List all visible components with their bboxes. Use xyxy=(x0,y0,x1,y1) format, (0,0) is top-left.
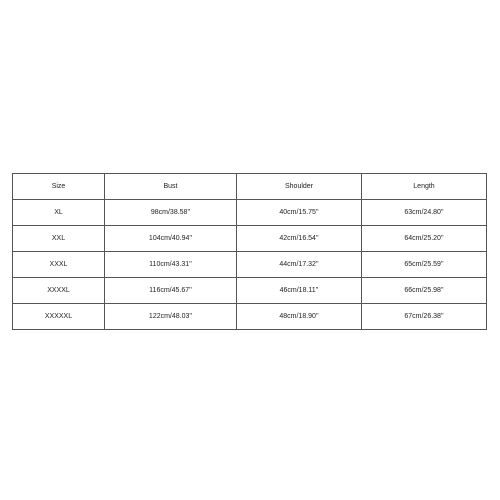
cell-shoulder: 44cm/17.32'' xyxy=(237,252,362,278)
cell-length: 67cm/26.38'' xyxy=(362,304,487,330)
cell-shoulder: 40cm/15.75'' xyxy=(237,200,362,226)
table-row xyxy=(13,200,487,226)
cell-shoulder: 46cm/18.11'' xyxy=(237,278,362,304)
table-row xyxy=(13,278,487,304)
cell-bust: 122cm/48.03'' xyxy=(105,304,237,330)
size-chart-table xyxy=(12,173,487,330)
table-header-row xyxy=(13,174,487,200)
cell-size: XL xyxy=(13,200,105,226)
cell-bust: 98cm/38.58'' xyxy=(105,200,237,226)
cell-shoulder: 42cm/16.54'' xyxy=(237,226,362,252)
header-bust: Bust xyxy=(105,174,237,200)
cell-bust: 110cm/43.31'' xyxy=(105,252,237,278)
header-size: Size xyxy=(13,174,105,200)
cell-length: 66cm/25.98'' xyxy=(362,278,487,304)
cell-length: 65cm/25.59'' xyxy=(362,252,487,278)
header-length: Length xyxy=(362,174,487,200)
cell-size: XXXL xyxy=(13,252,105,278)
cell-size: XXXXL xyxy=(13,278,105,304)
header-shoulder: Shoulder xyxy=(237,174,362,200)
table-row xyxy=(13,226,487,252)
cell-shoulder: 48cm/18.90'' xyxy=(237,304,362,330)
table-row xyxy=(13,252,487,278)
cell-size: XXXXXL xyxy=(13,304,105,330)
cell-length: 63cm/24.80'' xyxy=(362,200,487,226)
cell-size: XXL xyxy=(13,226,105,252)
cell-length: 64cm/25.20'' xyxy=(362,226,487,252)
table-row xyxy=(13,304,487,330)
cell-bust: 116cm/45.67'' xyxy=(105,278,237,304)
cell-bust: 104cm/40.94'' xyxy=(105,226,237,252)
